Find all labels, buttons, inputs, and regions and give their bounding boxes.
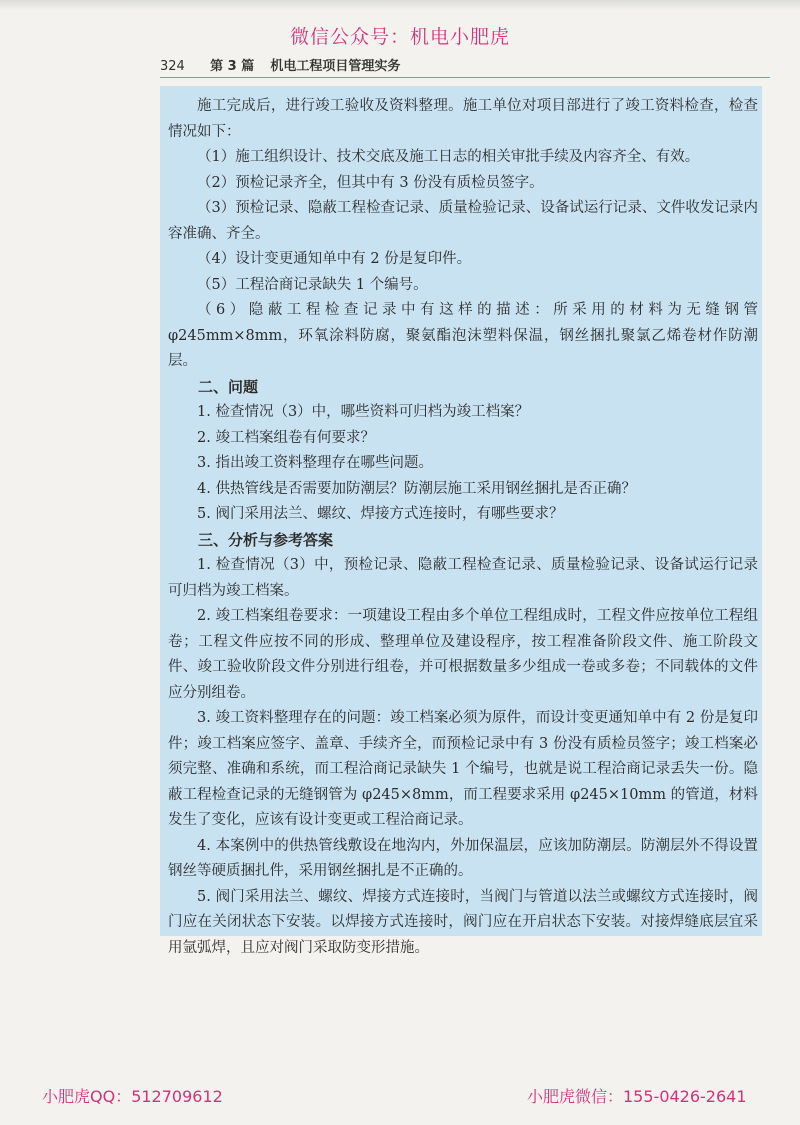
finding-item: （1）施工组织设计、技术交底及施工日志的相关审批手续及内容齐全、有效。 bbox=[197, 149, 700, 165]
page-top-edge bbox=[0, 0, 800, 10]
question-item: 3. 指出竣工资料整理存在哪些问题。 bbox=[197, 455, 433, 471]
finding-item: （5）工程洽商记录缺失 1 个编号。 bbox=[197, 276, 428, 293]
questions-heading: 二、问题 bbox=[198, 377, 259, 396]
intro-paragraph: 施工完成后，进行竣工验收及资料整理。施工单位对项目部进行了竣工资料检查，检查情况如下： bbox=[168, 98, 758, 140]
answer-item: 3. 竣工资料整理存在的问题：竣工档案必须为原件，而设计变更通知单中有 2 份是复印件；竣工档案应签字、盖章、手续齐全，而预检记录中有 3 份没有质检员签字；竣工档案必须完整、准确和系统，而工程洽商记录缺失 1 个编号，也就是说工程洽商记录丢失一份。隐蔽工程检查记录的无缝钢管为 φ245×8mm，而工程要求采用 φ245×10mm 的管道，材料发生了变化，应该有设计变更或工程洽商记录。 bbox=[168, 710, 758, 828]
answers-heading: 三、分析与参考答案 bbox=[198, 530, 334, 549]
book-section-title: 机电工程项目管理实务 bbox=[270, 59, 401, 74]
answer-item: 1. 检查情况（3）中，预检记录、隐蔽工程检查记录、质量检验记录、设备试运行记录可归档为竣工档案。 bbox=[168, 557, 758, 599]
watermark-wechat: 小肥虎微信：155-0426-2641 bbox=[527, 1087, 747, 1106]
finding-item: （2）预检记录齐全，但其中有 3 份没有质检员签字。 bbox=[197, 174, 544, 191]
case-study-content bbox=[168, 94, 758, 961]
question-item: 4. 供热管线是否需要加防潮层？防潮层施工采用钢丝捆扎是否正确？ bbox=[197, 480, 636, 497]
header-rule bbox=[160, 77, 770, 78]
answer-item: 4. 本案例中的供热管线敷设在地沟内，外加保温层，应该加防潮层。防潮层外不得设置钢丝等硬质捆扎件，采用钢丝捆扎是不正确的。 bbox=[168, 837, 758, 879]
running-header bbox=[160, 55, 770, 75]
answer-item: 2. 竣工档案组卷要求：一项建设工程由多个单位工程组成时，工程文件应按单位工程组卷；工程文件应按不同的形成、整理单位及建设程序，按工程准备阶段文件、施工阶段文件、竣工验收阶段文件分别进行组卷，并可根据数量多少组成一卷或多卷；不同载体的文件应分别组卷。 bbox=[168, 608, 758, 701]
watermark-top: 微信公众号：机电小肥虎 bbox=[289, 26, 510, 48]
question-item: 2. 竣工档案组卷有何要求？ bbox=[197, 429, 375, 446]
answer-item: 5. 阀门采用法兰、螺纹、焊接方式连接时，当阀门与管道以法兰或螺纹方式连接时，阀门应在关闭状态下安装。以焊接方式连接时，阀门应在开启状态下安装。对接焊缝底层宜采用氩弧焊，且应对阀门采取防变形措施。 bbox=[168, 888, 758, 956]
finding-item: （6）隐蔽工程检查记录中有这样的描述：所采用的材料为无缝钢管 φ245mm×8mm，环氧涂料防腐，聚氨酯泡沫塑料保温，钢丝捆扎聚氯乙烯卷材作防潮层。 bbox=[168, 302, 758, 369]
finding-item: （3）预检记录、隐蔽工程检查记录、质量检验记录、设备试运行记录、文件收发记录内容准确、齐全。 bbox=[168, 200, 758, 242]
finding-item: （4）设计变更通知单中有 2 份是复印件。 bbox=[197, 251, 472, 267]
question-item: 1. 检查情况（3）中，哪些资料可归档为竣工档案？ bbox=[197, 404, 530, 420]
watermark-qq: 小肥虎QQ：512709612 bbox=[42, 1087, 223, 1106]
question-item: 5. 阀门采用法兰、螺纹、焊接方式连接时，有哪些要求？ bbox=[197, 506, 564, 522]
page-number: 324 bbox=[160, 59, 185, 74]
part-label: 第 3 篇 bbox=[210, 59, 255, 74]
